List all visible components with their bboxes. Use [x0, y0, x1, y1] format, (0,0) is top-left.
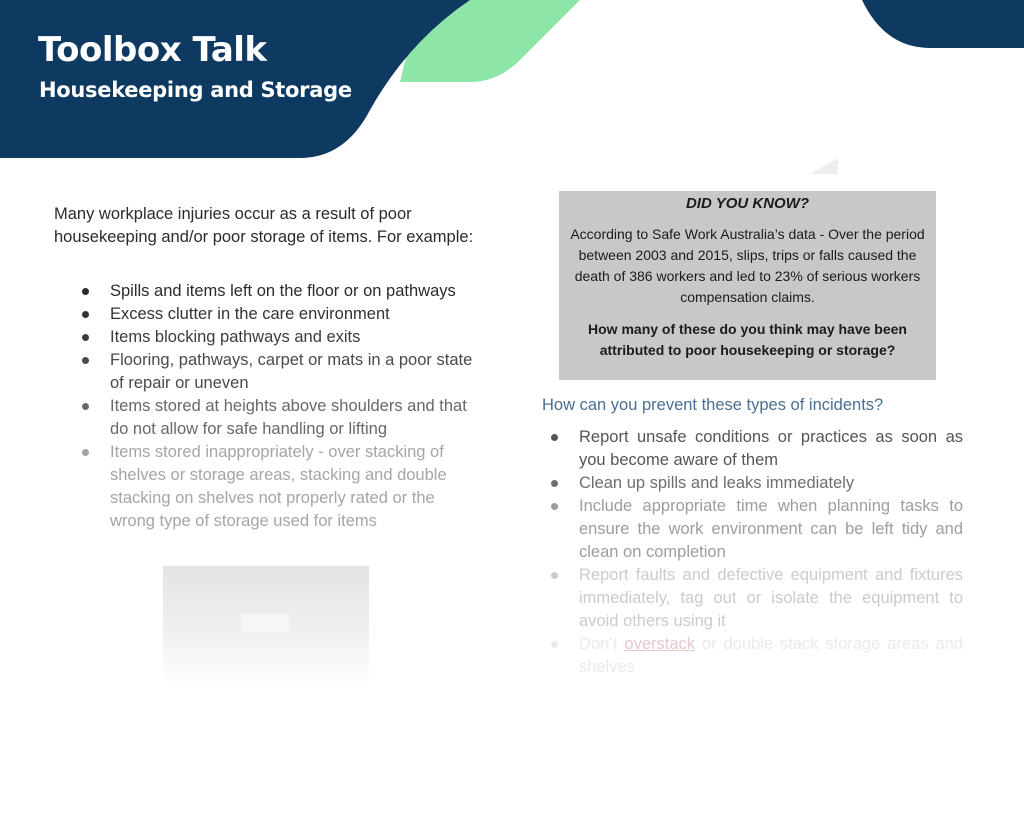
intro-paragraph: Many workplace injuries occur as a result of poor housekeeping and/or poor storage of items. For example: — [54, 205, 474, 246]
list-item: Items stored inappropriately - over stacking of shelves or storage areas, stacking and double stacking on shelves not properly rated or the wrong type of storage used for items — [78, 441, 478, 533]
list-item: Spills and items left on the floor or on pathways — [78, 280, 478, 303]
page-title: Toolbox Talk — [38, 30, 267, 70]
list-item: Items stored at heights above shoulders and that do not allow for safe handling or lifting — [78, 395, 478, 441]
overstack-word: overstack — [624, 635, 696, 653]
header-corner-shape — [862, 0, 1024, 48]
page-subtitle: Housekeeping and Storage — [39, 78, 352, 102]
prevention-heading: How can you prevent these types of incidents? — [542, 396, 884, 414]
storage-photo — [163, 566, 369, 686]
list-item: Clean up spills and leaks immediately — [548, 472, 963, 495]
list-item: Flooring, pathways, carpet or mats in a poor state of repair or uneven — [78, 349, 478, 395]
list-item: Report faults and defective equipment and fixtures immediately, tag out or isolate the equipment to avoid others using it — [548, 564, 963, 633]
list-item: Excess clutter in the care environment — [78, 303, 478, 326]
list-item: Report unsafe conditions or practices as soon as you become aware of them — [548, 426, 963, 472]
list-item: Include appropriate time when planning tasks to ensure the work environment can be left tidy and clean on completion — [548, 495, 963, 564]
callout-body: According to Safe Work Australia’s data - Over the period between 2003 and 2015, slips, trips or falls caused the death of 386 workers and led to 23% of serious workers compensation claims. — [570, 226, 925, 305]
list-item: Items blocking pathways and exits — [78, 326, 478, 349]
list-item-text: Don’t — [579, 635, 625, 653]
did-you-know-callout — [559, 191, 936, 380]
list-item-last — [548, 633, 963, 676]
hazard-list — [78, 280, 478, 533]
prevention-list — [548, 426, 963, 676]
list-item-text: or double stack storage areas and shelves — [579, 635, 963, 676]
callout-tab-decoration — [810, 158, 838, 174]
callout-title: DID YOU KNOW? — [685, 195, 810, 212]
callout-question: How many of these do you think may have been attributed to poor housekeeping or storage? — [588, 321, 907, 358]
photo-highlight — [241, 614, 289, 632]
